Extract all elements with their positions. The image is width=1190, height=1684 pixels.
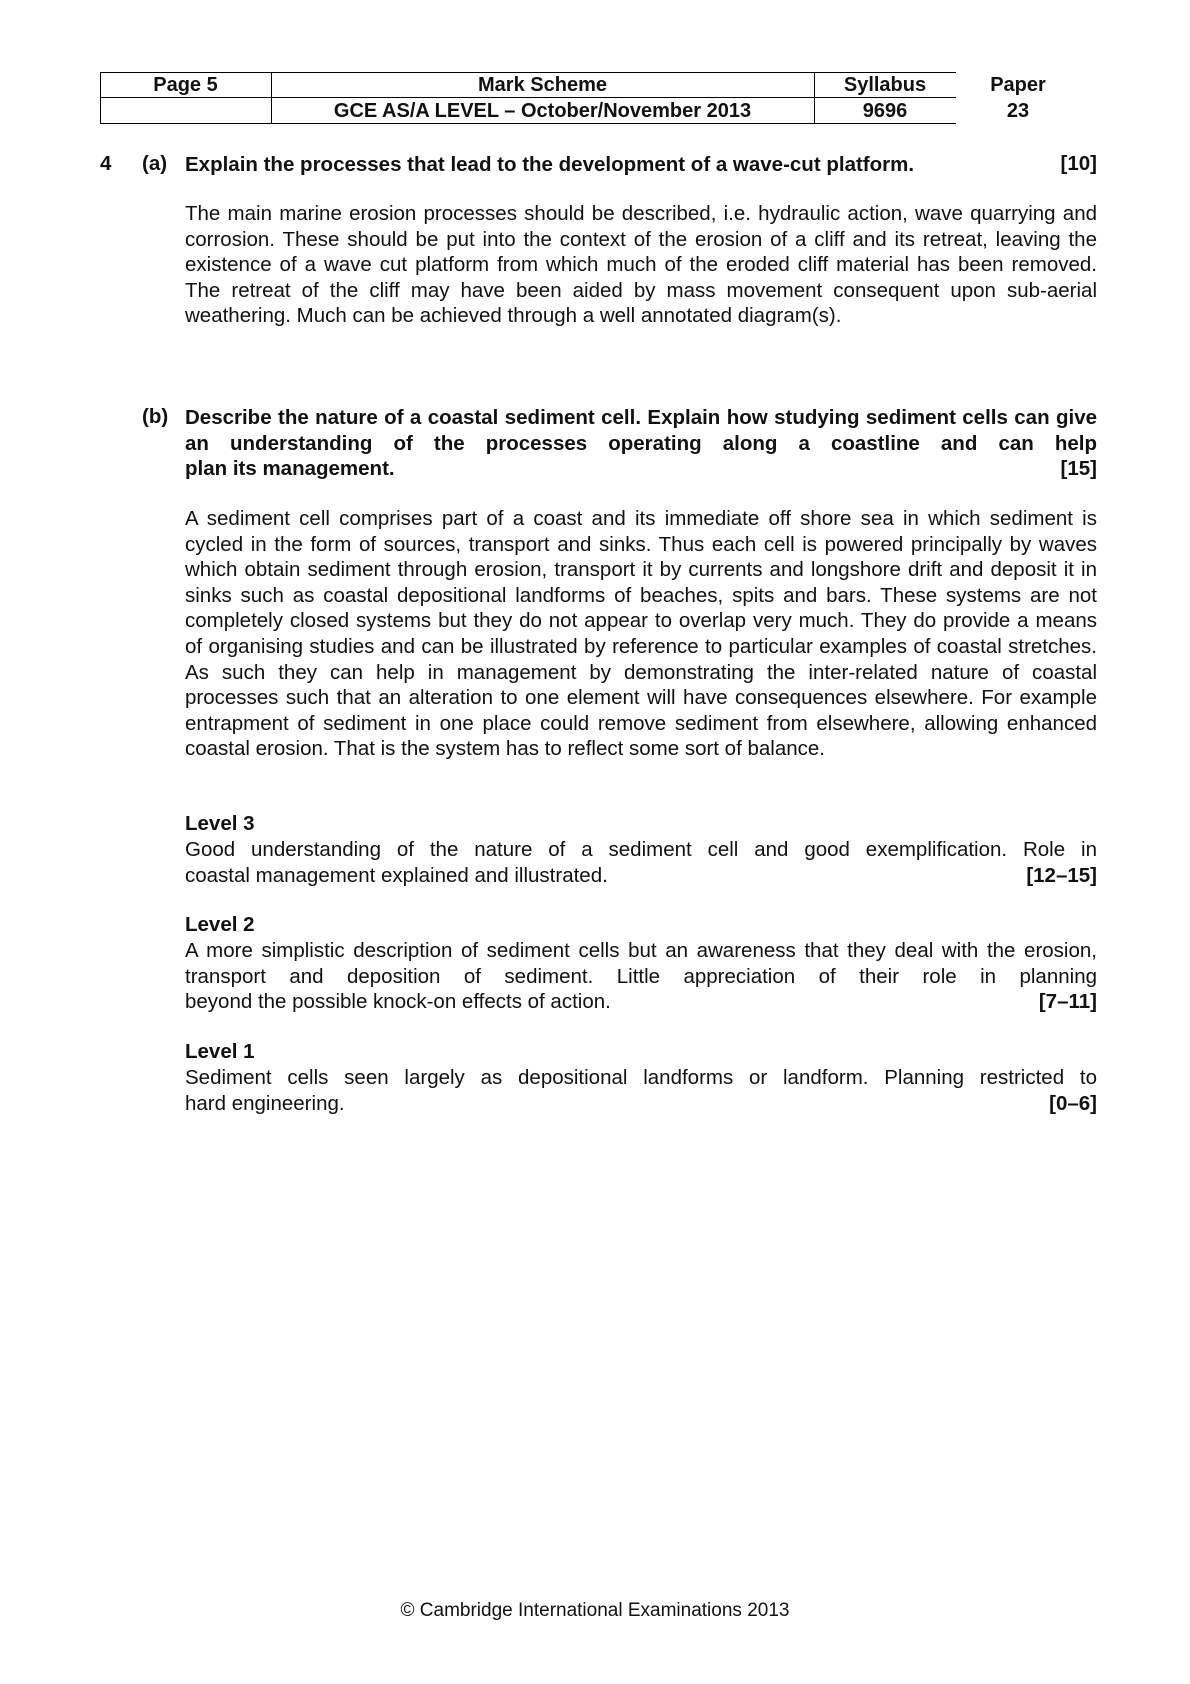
level-2-line2-row <box>185 989 1097 1015</box>
header-subtitle: GCE AS/A LEVEL – October/November 2013 <box>333 100 752 122</box>
part-b-prompt-line2 <box>185 456 1097 482</box>
part-a-label: (a) <box>142 152 168 175</box>
part-a-prompt: Explain the processes that lead to the development of a wave-cut platform. <box>185 153 915 176</box>
level-1-title: Level 1 <box>185 1040 255 1063</box>
level-3-line1: Good understanding of the nature of a sediment cell and good exemplification. Role in <box>185 838 1097 861</box>
level-3-line2-row <box>185 863 1097 889</box>
part-a-marks: [10] <box>1060 152 1097 175</box>
header-table <box>100 72 1080 124</box>
level-3-line2: coastal management explained and illustrated. <box>185 863 608 887</box>
part-b-prompt-line2-text: plan its management. <box>185 457 395 481</box>
level-2-line1: A more simplistic description of sediment cells but an awareness that they deal with the erosion, transport and deposition of sediment. Little appreciation of their role in planning <box>185 939 1097 988</box>
header-paper-number: 23 <box>1006 100 1030 122</box>
level-3-descriptor <box>185 837 1097 888</box>
level-3-range: [12–15] <box>1026 863 1097 887</box>
level-2-range: [7–11] <box>1038 990 1097 1014</box>
header-title: Mark Scheme <box>478 74 607 96</box>
level-2-line2: beyond the possible knock-on effects of action. <box>185 990 611 1014</box>
part-a-answer: The main marine erosion processes should be described, i.e. hydraulic action, wave quarrying and corrosion. These should be put into the context of the erosion of a cliff and its retreat, leaving the existence of a wave cut platform from which much of the eroded cliff material has been removed. The retreat of the cliff may have been aided by mass movement consequent upon sub-aerial weathering. Much can be achieved through a well annotated diagram(s). <box>185 202 1097 328</box>
header-paper-label: Paper <box>990 74 1046 96</box>
header-syllabus-code: 9696 <box>862 100 908 122</box>
level-1-descriptor <box>185 1065 1097 1116</box>
header-page: Page 5 <box>153 74 218 96</box>
level-2-title: Level 2 <box>185 913 255 936</box>
footer-copyright: © Cambridge International Examinations 2013 <box>400 1600 790 1621</box>
part-b-label: (b) <box>142 405 169 428</box>
level-2-descriptor <box>185 938 1097 1015</box>
level-1-range: [0–6] <box>1049 1091 1097 1115</box>
level-1-line2: hard engineering. <box>185 1091 345 1115</box>
level-3-title: Level 3 <box>185 812 255 835</box>
level-1-line2-row <box>185 1091 1097 1117</box>
level-1-line1: Sediment cells seen largely as depositional landforms or landform. Planning restricted to <box>185 1066 1097 1089</box>
part-b-prompt-line1: Describe the nature of a coastal sediment cell. Explain how studying sediment cells can give an understanding of the processes operating along a coastline and can help <box>185 406 1097 455</box>
part-b-prompt <box>185 405 1097 482</box>
header-syllabus-label: Syllabus <box>843 74 927 96</box>
part-b-marks: [15] <box>1060 457 1097 481</box>
part-b-answer: A sediment cell comprises part of a coast and its immediate off shore sea in which sediment is cycled in the form of sources, transport and sinks. Thus each cell is powered principally by waves which obtain sediment through erosion, transport it by currents and longshore drift and deposit it in sinks such as coastal depositional landforms of beaches, spits and bars. These systems are not completely closed systems but they do not appear to overlap very much. They do provide a means of organising studies and can be illustrated by reference to particular examples of coastal stretches. As such they can help in management by demonstrating the inter-related nature of coastal processes such that an alteration to one element will have consequences elsewhere. For example entrapment of sediment in one place could remove sediment from elsewhere, allowing enhanced coastal erosion. That is the system has to reflect some sort of balance. <box>185 507 1097 761</box>
question-number: 4 <box>100 152 112 175</box>
